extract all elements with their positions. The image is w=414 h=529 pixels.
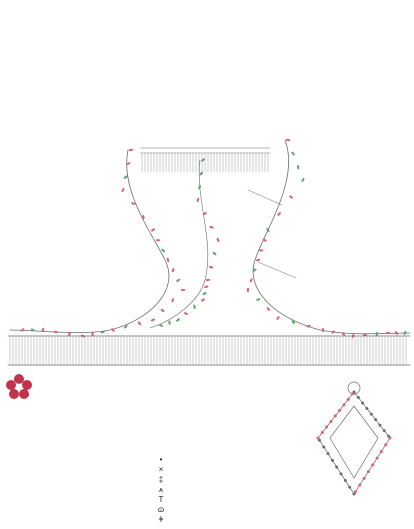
pendant-stitch — [342, 403, 345, 406]
leaf-chain-right-outer — [253, 140, 410, 334]
pendant-stitch — [361, 402, 364, 405]
leaf-stitch — [375, 332, 378, 337]
pointer-back — [258, 262, 296, 278]
leaf-chain-left-outer — [10, 150, 169, 333]
leaf-stitch — [204, 285, 209, 288]
pendant-stitch — [322, 445, 325, 448]
leaf-stitch — [121, 188, 125, 193]
pendant-middle-column — [145, 380, 275, 425]
leaf-stitch — [286, 138, 291, 141]
leaf-stitch — [184, 312, 189, 316]
leaf-stitch — [297, 165, 299, 170]
pendant-stitch — [327, 452, 330, 455]
pendant-stitch — [374, 418, 377, 421]
pendant-stitch — [335, 466, 338, 469]
chain-stitch-icon: • — [159, 454, 163, 464]
leaf-stitch — [161, 248, 166, 253]
leaf-stitch — [202, 292, 207, 296]
leaf-stitch — [276, 316, 280, 321]
pendant-outline — [318, 392, 390, 494]
leaf-stitch — [249, 278, 253, 283]
leaf-stitch — [289, 195, 294, 199]
leaf-stitch — [156, 239, 161, 242]
pendant-stitch — [353, 493, 356, 496]
leaf-stitch — [176, 278, 181, 282]
legend-row — [150, 466, 176, 474]
pendant-stitch — [380, 450, 383, 453]
pendant-diagram — [294, 380, 412, 500]
pendant-stitch — [338, 409, 341, 412]
pendant-stitch — [334, 414, 337, 417]
leaf-stitch — [199, 171, 203, 176]
pendant-stitch — [348, 486, 351, 489]
leaf-stitch — [160, 308, 165, 312]
leaf-stitch — [30, 328, 35, 332]
bottom-panel-borders — [8, 336, 410, 365]
pendant-stitch — [357, 396, 360, 399]
upper-stitch-columns — [142, 153, 268, 172]
pendant-stitch — [321, 431, 324, 434]
pendant-stitch — [365, 407, 368, 410]
leaf-stitch — [216, 238, 220, 243]
pendant-stitch — [358, 484, 361, 487]
leaf-stitch — [209, 225, 214, 229]
pendant-stitch — [325, 425, 328, 428]
pointer-front — [248, 190, 282, 205]
leaf-chain-center — [150, 160, 208, 328]
leaf-stitch — [196, 198, 199, 203]
pendant-stitch — [340, 472, 343, 475]
pendant-stitch — [363, 477, 366, 480]
treble-crochet-icon: ǂ — [158, 514, 164, 524]
pendant-stitch — [376, 457, 379, 460]
leaf-stitch — [201, 298, 206, 303]
leaf-stitch — [209, 265, 214, 268]
top-panel-border — [140, 148, 270, 153]
leaf-stitch — [168, 320, 171, 325]
leaf-stitch — [171, 268, 175, 273]
leaf-stitch — [151, 318, 156, 322]
pendant-stitch — [383, 429, 386, 432]
pendant-stitch — [378, 424, 381, 427]
leaf-stitch — [277, 212, 282, 217]
legend-row — [150, 456, 176, 464]
leaf-stitch — [151, 228, 156, 232]
leaf-stitch — [193, 304, 196, 309]
leaf-stitch — [266, 228, 270, 233]
picot-icon: ɷ — [157, 504, 165, 514]
bottom-stitch-block — [10, 337, 406, 364]
leaf-stitch — [181, 289, 185, 291]
leaf-stitch — [129, 149, 134, 152]
single-crochet-icon: × — [158, 464, 164, 474]
pendant-stitch — [384, 443, 387, 446]
legend-row — [150, 506, 176, 514]
pattern-graphics — [8, 138, 410, 365]
pendant-stitch — [329, 420, 332, 423]
leaf-stitches — [20, 138, 407, 338]
pendant-stitch — [317, 437, 320, 440]
leaf-stitch — [256, 298, 261, 301]
leaf-stitch — [206, 279, 211, 282]
leaf-stitch — [176, 318, 181, 322]
leaf-stitch — [212, 251, 217, 256]
legend-row — [150, 476, 176, 484]
leaf-stitch — [386, 332, 391, 335]
pendant-stitch — [351, 392, 354, 395]
pendant-left-column — [5, 400, 135, 529]
double-crochet-icon: ‡ — [158, 474, 164, 484]
pendant-stitch — [344, 479, 347, 482]
pendant-stitch — [331, 459, 334, 462]
leaf-stitch — [247, 288, 250, 293]
leaf-stitch — [198, 185, 202, 190]
leaf-stitch — [266, 307, 270, 312]
leaf-stitch — [166, 258, 169, 263]
leaf-stitch — [53, 330, 58, 333]
leaf-stitch — [201, 158, 206, 163]
pendant-stitch — [367, 470, 370, 473]
leaf-stitch — [291, 151, 295, 156]
leaf-stitch — [301, 178, 305, 183]
pendant-stitch — [370, 413, 373, 416]
pendant-stitch — [371, 463, 374, 466]
leaf-stitch — [171, 298, 174, 303]
leaf-stitch — [137, 321, 141, 326]
dc3tog-icon: ⩚ — [158, 484, 164, 494]
legend-row — [150, 516, 176, 524]
leaf-stitch — [322, 328, 325, 333]
pendant-stitch — [389, 437, 392, 440]
legend-row — [150, 496, 176, 504]
legend-row — [150, 486, 176, 494]
pendant-stitch — [347, 398, 350, 401]
half-double-crochet-icon: T — [158, 494, 164, 504]
leaf-stitch — [256, 258, 261, 261]
pendant-flower-icon — [5, 373, 33, 401]
